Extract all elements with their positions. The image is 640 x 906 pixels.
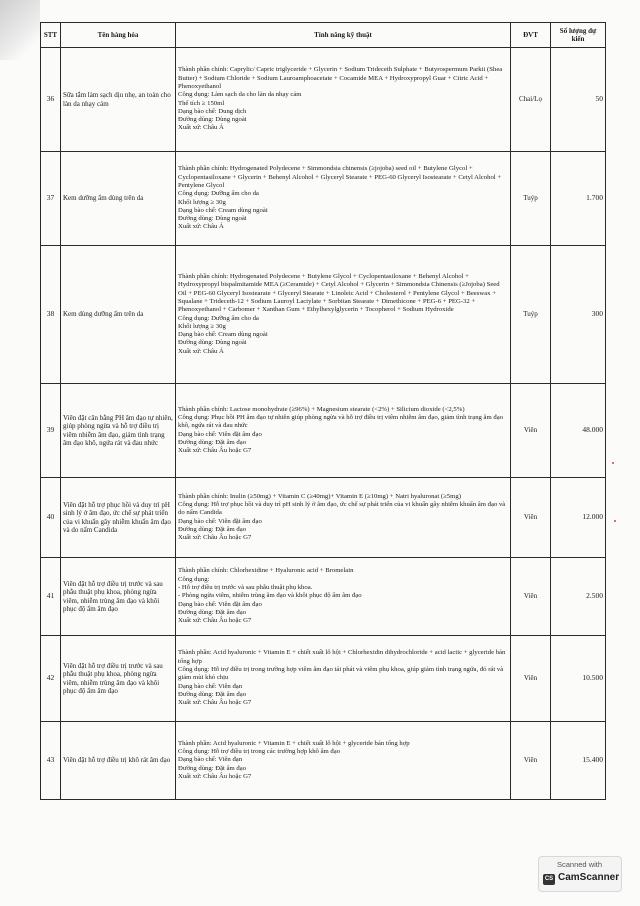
spec-line: Xuất xứ: Châu Âu hoặc G7 [178,534,252,542]
spec-line: Thành phần chính: Hydrogenated Polydecene + Simmondsia chinensis (≥jojoba) seed oil + Butylene Glycol + Cyclopentasiloxane + Glycerin + Behenyl Alcohol + Glyceryl Stearate + PEG-60 Glyceryl Isostearate + Cetyl Alcohol + Pentylene Glycol [178,165,502,189]
header-name: Tên hàng hóa [61,23,176,48]
header-qty: Số lượng dự kiến [551,23,606,48]
table-body [41,48,606,800]
table-row [41,722,606,800]
camscanner-watermark [538,856,622,892]
table-row [41,478,606,558]
spec-line: Khối lượng ≥ 30g [178,198,226,206]
table-header-row [41,23,606,48]
row-qty: 12.000 [551,478,606,558]
spec-line: Xuất xứ: Châu Á [178,223,224,231]
spec-line: Công dụng: Dưỡng ẩm cho da [178,190,259,198]
spec-line: Xuất xứ: Châu Âu hoặc G7 [178,699,252,707]
spec-line: Đường dùng: Dùng ngoài [178,339,247,347]
row-stt: 42 [41,636,61,722]
row-spec [176,636,511,722]
goods-table [40,22,606,800]
camscanner-logo-icon: CS [543,874,555,885]
spec-line: Dạng bào chế: Viên đặt âm đạo [178,600,262,608]
watermark-caption: Scanned with [557,860,603,869]
row-qty: 2.500 [551,558,606,636]
row-unit: Viên [511,722,551,800]
row-stt: 40 [41,478,61,558]
row-stt: 38 [41,246,61,384]
row-qty: 300 [551,246,606,384]
row-spec [176,48,511,152]
row-name: Viên đặt hỗ trợ điều trị khô rát âm đạo [61,722,176,800]
row-spec [176,152,511,246]
table-row [41,246,606,384]
row-spec [176,246,511,384]
row-qty: 1.700 [551,152,606,246]
spec-line: Khối lượng ≥ 30g [178,322,226,330]
watermark-brand: CamScanner [558,872,620,883]
red-dot-mark [612,462,614,464]
table-row [41,558,606,636]
table-row [41,48,606,152]
row-name: Viên đặt hỗ trợ điều trị trước và sau phẫu thuật phụ khoa, phòng ngừa viêm, nhiễm trùng âm đạo và khôi phục độ ẩm âm đạo [61,636,176,722]
row-qty: 48.000 [551,384,606,478]
spec-line: Thành phần chính: Chlorhexidine + Hyaluronic acid + Bromelain [178,567,354,575]
spec-line: Công dụng: Làm sạch da cho làn da nhạy cảm [178,91,302,99]
row-stt: 39 [41,384,61,478]
spec-line: Thành phần chính: Caprylic/ Capric triglyceride + Glycerin + Sodium Trideceth Sulphate + Butyrospermum Parkii (Shea Butter) + Sodium Chloride + Sodium Lauroamphoacetate + Cocamide MEA + Hydroxypropyl Guar + Citric Acid + Phenoxyethanol [178,66,503,90]
spec-line: Xuất xứ: Châu Á [178,347,224,355]
row-unit: Viên [511,558,551,636]
spec-line: Đường dùng: Đặt âm đạo [178,608,247,616]
row-qty: 15.400 [551,722,606,800]
spec-line: Xuất xứ: Châu Âu hoặc G7 [178,447,252,455]
table-row [41,384,606,478]
spec-line: Xuất xứ: Châu Âu hoặc G7 [178,617,252,625]
spec-line: Thành phần: Acid hyaluronic + Vitamin E + chiết xuất lô hội + glyceride bán tổng hợp [178,739,410,747]
row-unit: Tuýp [511,246,551,384]
spec-line: Công dụng: Phục hồi PH âm đạo tự nhiên giúp phòng ngừa và hỗ trợ điều trị viêm nhiễm âm đạo, giảm tình trạng âm đạo khô, ngứa rát và đau nhức [178,413,504,430]
row-name: Viên đặt hỗ trợ phục hồi và duy trì pH sinh lý ở âm đạo, ức chế sự phát triển của vi khuẩn gây nhiễm khuẩn âm đạo và do nấm Candida [61,478,176,558]
spec-line: Công dụng: Hỗ trợ điều trị trong các trường hợp khô âm đạo [178,748,341,756]
spec-line: Dạng bào chế: Viên đặt âm đạo [178,430,262,438]
spec-line: Đường dùng: Đặt âm đạo [178,438,247,446]
spec-line: Thành phần chính: Lactose monohydrate (≥96%) + Magnesium stearate (<2%) + Silicium dioxide (<2,5%) [178,405,465,413]
row-stt: 36 [41,48,61,152]
spec-line: Xuất xứ: Châu Á [178,124,224,132]
row-unit: Viên [511,478,551,558]
spec-line: Thành phần chính: Hydrogenated Polydecene + Butylene Glycol + Cyclopentasiloxane + Behenyl Alcohol + Hydroxypropyl bispalmitamide MEA (≥Ceramide) + Cetyl Alcohol + Glycerin + Simmondsia Chinensis (≥Jojoba) Seed Oil + PEG-60 Glyceryl Isostearate + Glyceryl Stearate + Linoleic Acid + Cholesterol + Pentylene Glycol + Beeswax + Squalane + Trideceth-12 + Sodium Lauroyl Lactylate + Sorbitan Stearate + Dimethicone + PEG-6 + PEG-32 + Phenoxyethanol + Carbomer + Xanthan Gum + Ethylhexylglycerin + Tocopherol + Sodium Hydroxide [178,273,500,314]
row-unit: Viên [511,384,551,478]
table-row [41,636,606,722]
spec-line: Dạng bào chế: Viên đạn [178,682,243,690]
row-spec [176,384,511,478]
table-row [41,152,606,246]
spec-line: Đường dùng: Dùng ngoài [178,116,247,124]
row-qty: 10.500 [551,636,606,722]
spec-line: Thành phần: Acid hyaluronic + Vitamin E + chiết xuất lô hội + Chlorhexidin dihydrochloride + acid lactic + glyceride bán tổng hợp [178,649,506,665]
row-stt: 41 [41,558,61,636]
row-spec [176,478,511,558]
row-qty: 50 [551,48,606,152]
spec-line: Đường dùng: Đặt âm đạo [178,764,247,772]
row-stt: 43 [41,722,61,800]
row-spec [176,558,511,636]
spec-line: Đường dùng: Dùng ngoài [178,215,247,223]
row-spec [176,722,511,800]
row-name: Sữa tắm làm sạch dịu nhẹ, an toàn cho làn da nhạy cảm [61,48,176,152]
header-stt: STT [41,23,61,48]
row-name: Viên đặt hỗ trợ điều trị trước và sau phẫu thuật phụ khoa, phòng ngừa viêm, nhiễm trùng âm đạo và khôi phục độ ẩm âm đạo [61,558,176,636]
spec-line: - Hỗ trợ điều trị trước và sau phẫu thuật phụ khoa. [178,584,313,592]
row-unit: Chai/Lọ [511,48,551,152]
spec-line: Dạng bào chế: Dung dịch [178,107,247,115]
spec-line: - Phòng ngừa viêm, nhiễm trùng âm đạo và khôi phục độ ẩm âm đạo [178,592,362,600]
row-name: Kem dùng dưỡng ẩm trên da [61,246,176,384]
row-stt: 37 [41,152,61,246]
spec-line: Công dụng: Hỗ trợ điều trị trong trường hợp viêm âm đạo tái phát và viêm phụ khoa, giúp giảm tình trạng ngứa, đỏ rát và giảm mùi khó chịu [178,666,504,682]
header-spec: Tính năng kỹ thuật [176,23,511,48]
spec-line: Công dụng: [178,575,210,583]
row-name: Viên đặt cân bằng PH âm đạo tự nhiên, giúp phòng ngừa và hỗ trợ điều trị viêm nhiễm âm đạo, giảm tình trạng âm đạo khô, ngứa rát và đau nhức [61,384,176,478]
spec-line: Đường dùng: Đặt âm đạo [178,690,247,698]
row-name: Kem dưỡng ẩm dùng trên da [61,152,176,246]
spec-line: Công dụng: Dưỡng ẩm cho da [178,314,259,322]
header-unit: ĐVT [511,23,551,48]
spec-line: Công dụng: Hỗ trợ phục hồi và duy trì pH sinh lý ở âm đạo, ức chế sự phát triển của vi khuẩn gây nhiễm khuẩn âm đạo và do nấm Candida [178,500,506,517]
spec-line: Dạng bào chế: Viên đặt âm đạo [178,517,262,525]
spec-line: Dạng bào chế: Viên đạn [178,756,243,764]
spec-line: Thành phần chính: Inulin (≥50mg) + Vitamin C (≥40mg)+ Vitamin E (≥10mg) + Natri hyaluronat (≥5mg) [178,492,461,500]
spec-line: Dạng bào chế: Cream dùng ngoài [178,206,268,214]
scan-edge-shadow [0,0,40,60]
spec-line: Dạng bào chế: Cream dùng ngoài [178,331,268,339]
spec-line: Thể tích ≥ 150ml [178,99,225,107]
spec-line: Đường dùng: Đặt âm đạo [178,525,247,533]
row-unit: Tuýp [511,152,551,246]
row-unit: Viên [511,636,551,722]
spec-line: Xuất xứ: Châu Âu hoặc G7 [178,772,252,780]
red-dot-mark [614,520,616,522]
